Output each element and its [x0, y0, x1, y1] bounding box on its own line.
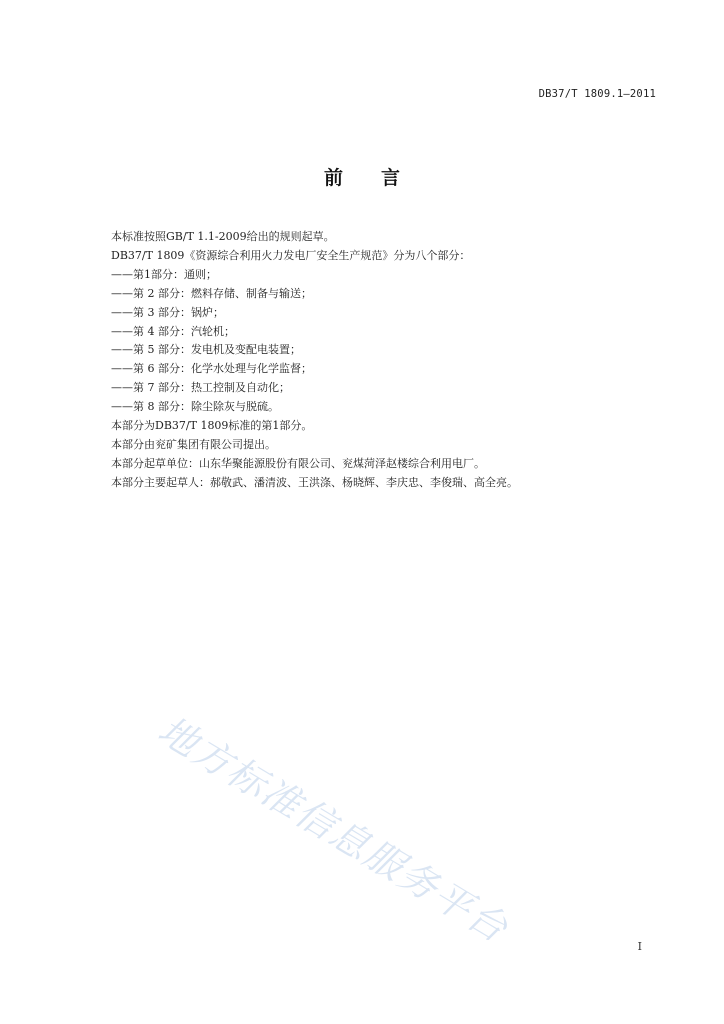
- body-line: ——第 6 部分：化学水处理与化学监督；: [111, 362, 312, 376]
- foreword-body: [111, 228, 671, 493]
- body-line: ——第1部分：通则；: [111, 267, 217, 281]
- body-line: ——第 7 部分：热工控制及自动化；: [111, 381, 290, 395]
- body-line: 本部分为DB37/T 1809标准的第1部分。: [111, 419, 313, 433]
- body-line: ——第 5 部分：发电机及变配电装置；: [111, 343, 301, 357]
- body-line: ——第 4 部分：汽轮机；: [111, 324, 235, 338]
- body-line: ——第 2 部分：燃料存储、制备与输送；: [111, 286, 312, 300]
- title-char-1: 前: [323, 167, 343, 189]
- body-line: 本部分由兖矿集团有限公司提出。: [111, 437, 276, 451]
- body-line: DB37/T 1809《资源综合利用火力发电厂安全生产规范》分为八个部分：: [111, 248, 471, 262]
- body-line: 本部分主要起草人：郝敬武、潘清波、王洪涤、杨晓辉、李庆忠、李俊瑞、高全亮。: [111, 475, 518, 489]
- body-line: ——第 3 部分：锅炉；: [111, 305, 224, 319]
- watermark: 地方标准信息服务平台: [150, 707, 517, 952]
- document-code: DB37/T 1809.1—2011: [538, 88, 656, 100]
- page-title: [0, 163, 724, 190]
- body-line: 本标准按照GB/T 1.1-2009给出的规则起草。: [111, 230, 335, 243]
- body-line: 本部分起草单位：山东华聚能源股份有限公司、兖煤菏泽赵楼综合利用电厂。: [111, 456, 485, 470]
- body-line: ——第 8 部分：除尘除灰与脱硫。: [111, 400, 279, 414]
- title-char-2: 言: [381, 167, 401, 189]
- page-number: I: [637, 940, 642, 953]
